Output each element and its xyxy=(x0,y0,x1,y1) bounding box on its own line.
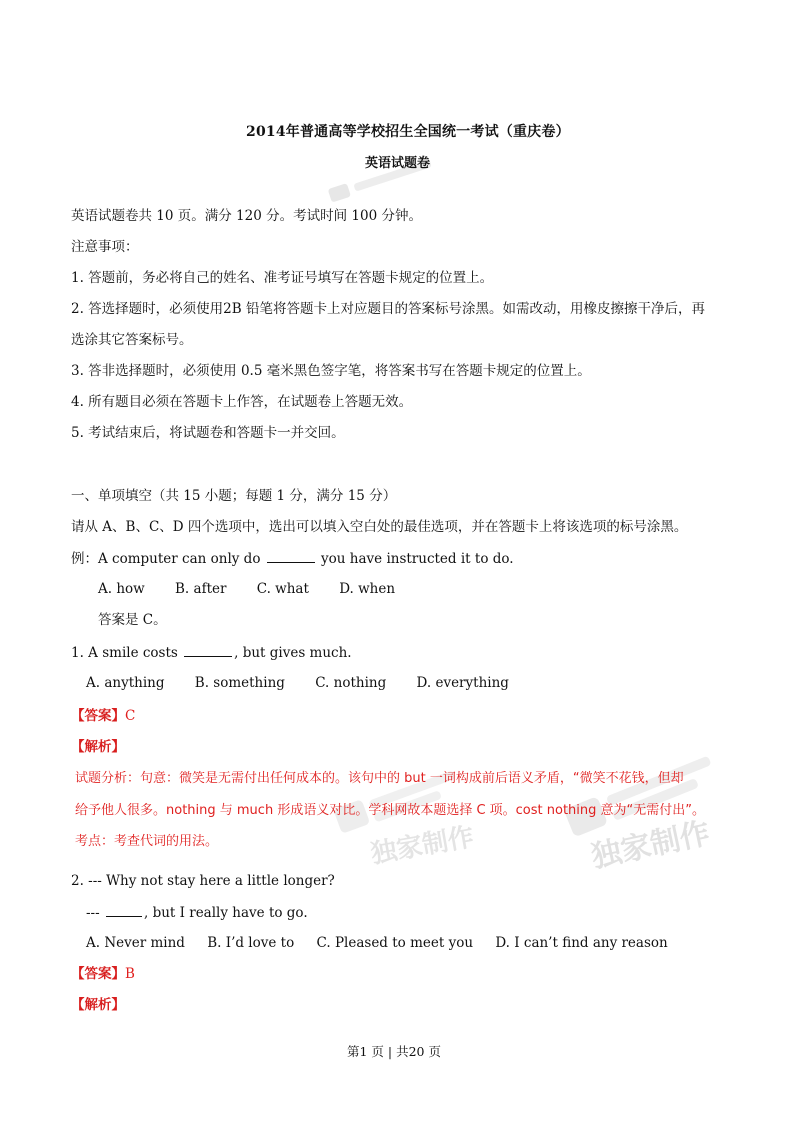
answer-line xyxy=(71,966,135,982)
watermark-stamp xyxy=(553,731,737,860)
question-stem xyxy=(71,644,352,661)
page-footer: 第1 页 | 共20 页 xyxy=(347,1044,441,1059)
question-stem-suffix: , but gives much. xyxy=(234,645,352,661)
example-stem-prefix: 例：A computer can only do xyxy=(71,551,261,567)
notice-item: 1. 答题前，务必将自己的姓名、准考证号填写在答题卡规定的位置上。 xyxy=(71,270,494,286)
notice-item: 2. 答选择题时，必须使用2B 铅笔将答题卡上对应题目的答案标号涂黑。如需改动，用橡皮擦擦干净后，再 xyxy=(71,301,705,317)
answer-blank xyxy=(267,550,315,563)
notice-item-continued: 选涂其它答案标号。 xyxy=(71,332,193,348)
option-a: A. Never mind xyxy=(86,935,185,951)
document-title: 2014年普通高等学校招生全国统一考试（重庆卷） xyxy=(246,124,570,140)
option-b: B. I’d love to xyxy=(207,935,295,951)
example-stem xyxy=(71,550,514,567)
reply-suffix: , but I really have to go. xyxy=(143,905,308,921)
option-c: C. nothing xyxy=(315,675,387,691)
exam-info: 英语试题卷共 10 页。满分 120 分。考试时间 100 分钟。 xyxy=(71,208,422,224)
option-a: A. anything xyxy=(86,675,165,691)
question-options xyxy=(86,675,535,691)
example-options xyxy=(98,581,421,597)
notice-item: 4. 所有题目必须在答题卡上作答，在试题卷上答题无效。 xyxy=(71,394,413,410)
watermark-text: 独家制作 xyxy=(368,822,477,870)
watermark-stamp xyxy=(324,748,476,852)
option-c: C. what xyxy=(256,581,309,597)
answer-value: B xyxy=(125,966,135,982)
section-instruction: 请从 A、B、C、D 四个选项中，选出可以填入空白处的最佳选项，并在答题卡上将该选项的标号涂黑。 xyxy=(71,519,688,535)
reply-prefix: --- xyxy=(86,905,100,921)
section-heading: 一、单项填空（共 15 小题；每题 1 分，满分 15 分） xyxy=(71,488,397,504)
answer-value: C xyxy=(125,708,136,724)
option-d: D. when xyxy=(339,581,396,597)
option-d: D. I can’t find any reason xyxy=(495,935,668,951)
example-stem-suffix: you have instructed it to do. xyxy=(321,551,514,567)
watermark-text: 独家制作 xyxy=(588,815,714,876)
analysis-text: 试题分析：句意：微笑是无需付出任何成本的。该句中的 but 一词构成前后语义矛盾，“微笑不花钱，但却 xyxy=(75,771,684,786)
analysis-label: 【解析】 xyxy=(71,997,125,1013)
watermark-logo-icon xyxy=(553,731,737,860)
notice-label: 注意事项： xyxy=(71,239,139,255)
option-c: C. Pleased to meet you xyxy=(316,935,474,951)
analysis-label: 【解析】 xyxy=(71,739,125,755)
question-options xyxy=(86,935,694,951)
answer-blank xyxy=(184,644,232,657)
watermark-logo-icon xyxy=(324,748,476,852)
document-subtitle: 英语试题卷 xyxy=(365,156,431,171)
option-a: A. how xyxy=(98,581,145,597)
analysis-point: 考点：考查代词的用法。 xyxy=(75,834,219,849)
option-d: D. everything xyxy=(416,675,509,691)
example-answer: 答案是 C。 xyxy=(98,612,167,628)
answer-label: 【答案】 xyxy=(71,966,125,982)
analysis-text: 给予他人很多。nothing 与 much 形成语义对比。学科网故本题选择 C 项。cost nothing 意为“无需付出”。 xyxy=(75,803,705,818)
question-stem-prefix: 1. A smile costs xyxy=(71,645,178,661)
notice-item: 5. 考试结束后，将试题卷和答题卡一并交回。 xyxy=(71,425,345,441)
answer-blank xyxy=(106,904,142,917)
notice-item: 3. 答非选择题时，必须使用 0.5 毫米黑色签字笔，将答案书写在答题卡规定的位置上。 xyxy=(71,363,591,379)
question-stem: 2. --- Why not stay here a little longer? xyxy=(71,873,335,889)
question-reply xyxy=(86,904,308,921)
answer-line xyxy=(71,708,135,724)
answer-label: 【答案】 xyxy=(71,708,125,724)
option-b: B. after xyxy=(175,581,227,597)
option-b: B. something xyxy=(194,675,285,691)
